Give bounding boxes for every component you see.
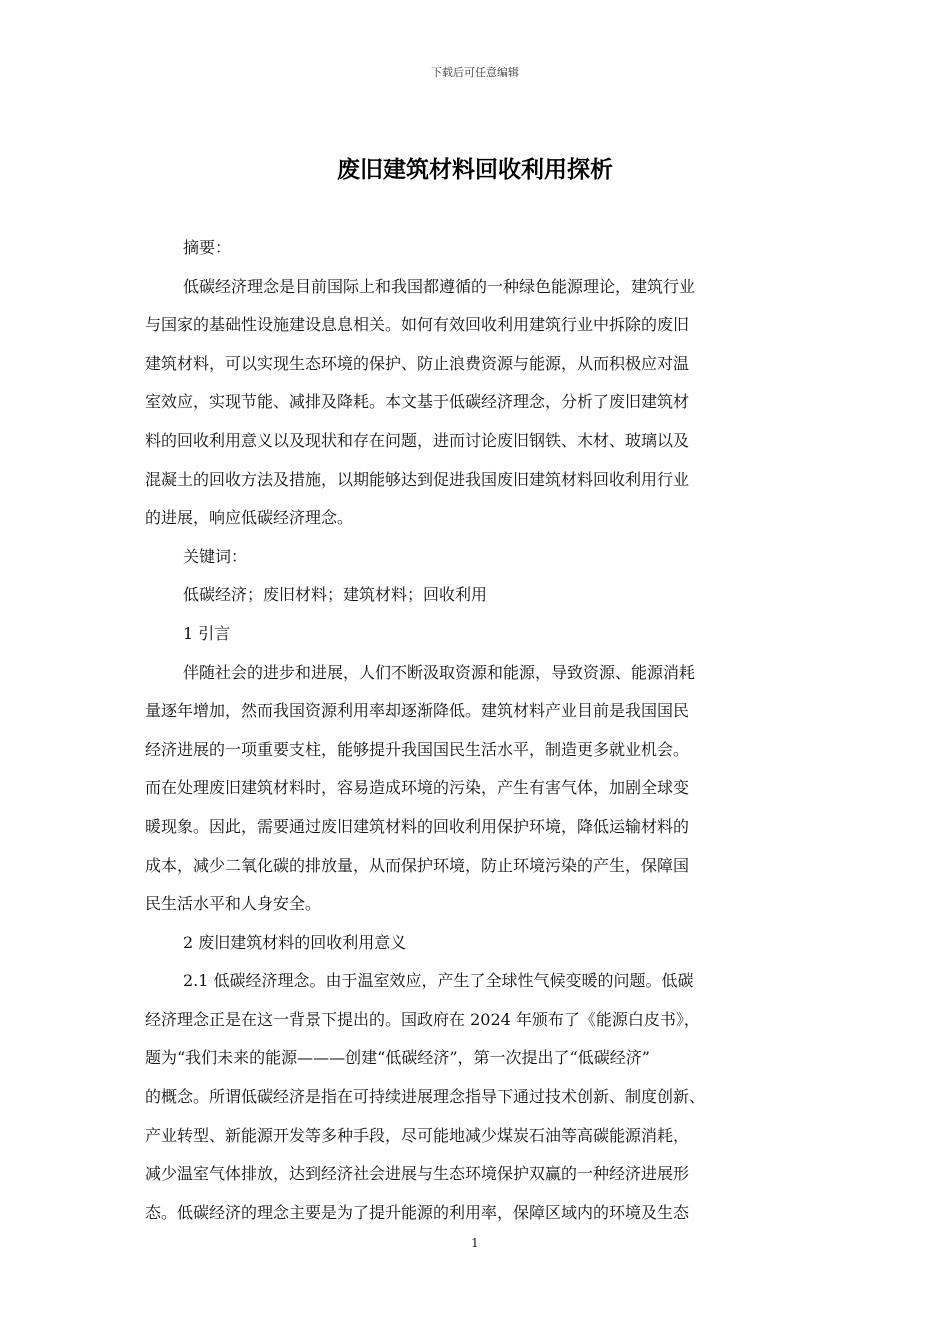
abstract-line: 建筑材料，可以实现生态环境的保护、防止浪费资源与能源，从而积极应对温 [145, 353, 690, 373]
section-2-1-line: 的概念。所谓低碳经济是指在可持续进展理念指导下通过技术创新、制度创新、 [145, 1087, 706, 1107]
section-2-1-paragraph [145, 962, 809, 1232]
abstract-line: 低碳经济理念是目前国际上和我国都遵循的一种绿色能源理论，建筑行业 [183, 276, 696, 296]
document-title: 废旧建筑材料回收利用探析 [337, 157, 613, 183]
section-1-line: 伴随社会的进步和进展，人们不断汲取资源和能源，导致资源、能源消耗 [183, 662, 696, 682]
section-1-line: 量逐年增加，然而我国资源利用率却逐渐降低。建筑材料产业目前是我国国民 [145, 701, 690, 721]
document-body [145, 229, 809, 1232]
section-1-line: 成本，减少二氧化碳的排放量，从而保护环境，防止环境污染的产生，保障国 [145, 855, 690, 875]
page-header-note: 下载后可任意编辑 [431, 66, 519, 79]
section-2-1-line: 题为“我们未来的能源———创建“低碳经济”，第一次提出了“低碳经济” [145, 1048, 650, 1068]
section-2-1-line: 态。低碳经济的理念主要是为了提升能源的利用率，保障区域内的环境及生态 [145, 1202, 690, 1222]
section-2-1-line: 减少温室气体排放，达到经济社会进展与生态环境保护双赢的一种经济进展形 [145, 1164, 690, 1184]
abstract-line: 室效应，实现节能、减排及降耗。本文基于低碳经济理念，分析了废旧建筑材 [145, 392, 690, 412]
section-2-heading: 2 废旧建筑材料的回收利用意义 [183, 932, 407, 952]
section-1-line: 而在处理废旧建筑材料时，容易造成环境的污染，产生有害气体，加剧全球变 [145, 778, 690, 798]
abstract-line: 的进展，响应低碳经济理念。 [145, 508, 354, 528]
abstract-line: 料的回收利用意义以及现状和存在问题，进而讨论废旧钢铁、木材、玻璃以及 [145, 430, 690, 450]
section-1-paragraph [145, 654, 809, 924]
abstract-line: 与国家的基础性设施建设息息相关。如何有效回收利用建筑行业中拆除的废旧 [145, 315, 690, 335]
section-1-line: 暖现象。因此，需要通过废旧建筑材料的回收利用保护环境，降低运输材料的 [145, 816, 690, 836]
section-1-heading: 1 引言 [183, 623, 231, 643]
section-1-line: 民生活水平和人身安全。 [145, 894, 322, 914]
page-number: 1 [471, 1236, 479, 1250]
section-2-1-line: 经济理念正是在这一背景下提出的。国政府在 2024 年颁布了《能源白皮书》， [145, 1009, 700, 1029]
keywords-label: 关键词： [183, 546, 248, 566]
abstract-line: 混凝土的回收方法及措施，以期能够达到促进我国废旧建筑材料回收利用行业 [145, 469, 690, 489]
abstract-label: 摘要： [183, 238, 232, 257]
abstract-paragraph [145, 268, 809, 538]
section-2-1-line: 产业转型、新能源开发等多种手段，尽可能地减少煤炭石油等高碳能源消耗， [145, 1125, 690, 1145]
section-1-line: 经济进展的一项重要支柱，能够提升我国国民生活水平，制造更多就业机会。 [145, 739, 690, 759]
keywords-list: 低碳经济；废旧材料；建筑材料；回收利用 [183, 585, 488, 605]
section-2-1-line: 2.1 低碳经济理念。由于温室效应，产生了全球性气候变暖的问题。低碳 [183, 971, 694, 991]
